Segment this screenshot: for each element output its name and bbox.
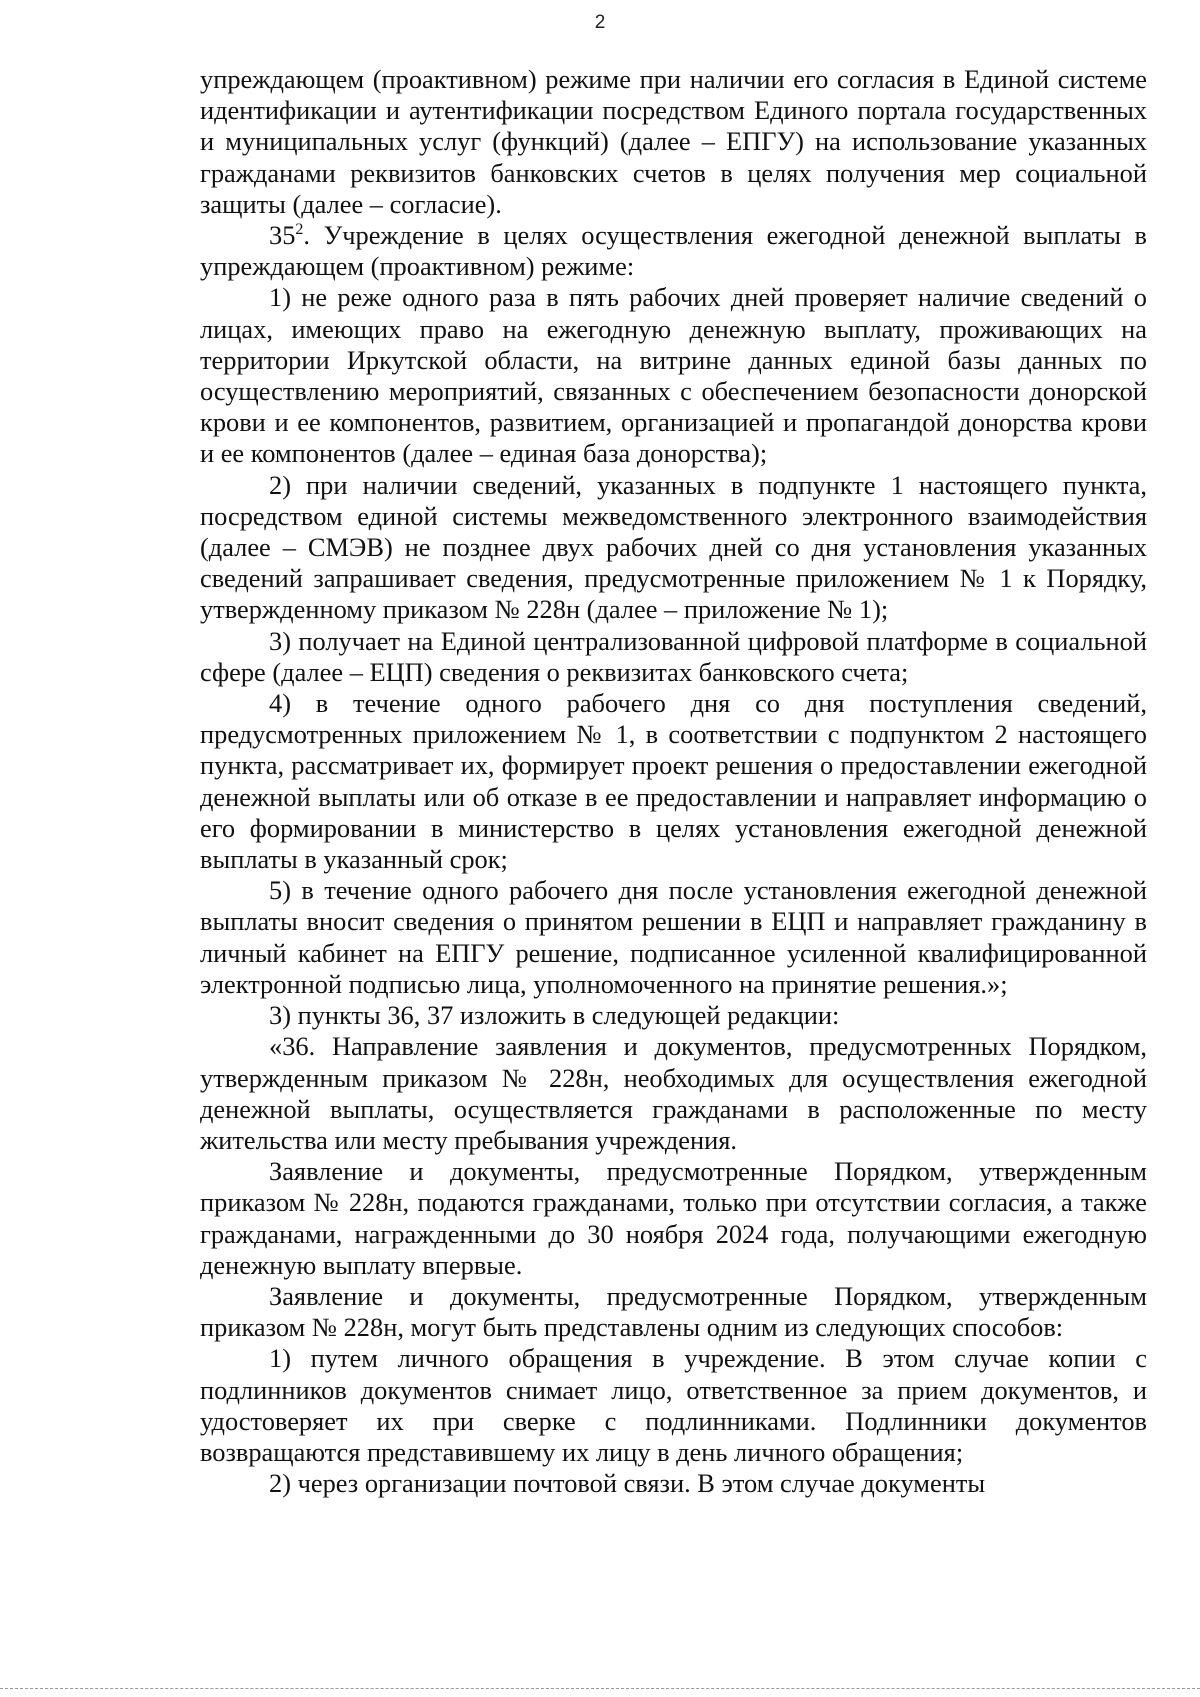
method-2: 2) через организации почтовой связи. В этом случае документы — [269, 1468, 986, 1499]
clause-superscript: 2 — [295, 221, 304, 239]
clause-text: . Учреждение в целях осуществления ежегодной денежной выплаты в упреждающем (проактивном) режиме: — [200, 220, 1147, 282]
page-number: 2 — [594, 12, 606, 33]
subitem-4: 4) в течение одного рабочего дня со дня поступления сведений, предусмотренных приложением № 1, в соответствии с подпунктом 2 настоящего пункта, рассматривает их, формирует проект решения о предоставлении ежегодной денежной выплаты или об отказе в ее предоставлении и направляет информацию о его формировании в министерство в целях установления ежегодной денежной выплаты в указанный срок; — [200, 688, 1147, 875]
paragraph-continuation: упреждающем (проактивном) режиме при наличии его согласия в Единой системе идентификации и аутентификации посредством Единого портала государственных и муниципальных услуг (функций) (далее – ЕПГУ) на использование указанных гражданами реквизитов банковских счетов в целях получения мер социальной защиты (далее – согласие). — [200, 64, 1147, 219]
subitem-3: 3) получает на Единой централизованной цифровой платформе в социальной сфере (далее – ЕЦП) сведения о реквизитах банковского счета; — [200, 625, 1147, 687]
subitem-5: 5) в течение одного рабочего дня после установления ежегодной денежной выплаты вносит сведения о принятом решении в ЕЦП и направляет гражданину в личный кабинет на ЕПГУ решение, подписанное усиленной квалифицированной электронной подписью лица, уполномоченного на принятие решения.»; — [200, 875, 1147, 999]
paragraph-36-part-2: Заявление и документы, предусмотренные Порядком, утвержденным приказом № 228н, подаются гражданами, только при отсутствии согласия, а также гражданами, награжденными до 30 ноября 2024 года, получающими ежегодную денежную выплату впервые. — [200, 1156, 1147, 1280]
paragraph-36-part-3: Заявление и документы, предусмотренные Порядком, утвержденным приказом № 228н, могут быть представлены одним из следующих способов: — [200, 1280, 1147, 1343]
scan-bottom-divider — [0, 1688, 1200, 1689]
subitem-2: 2) при наличии сведений, указанных в подпункте 1 настоящего пункта, посредством единой системы межведомственного электронного взаимодействия (далее – СМЭВ) не позднее двух рабочих дней со дня установления указанных сведений запрашивает сведения, предусмотренные приложением № 1 к Порядку, утвержденному приказом № 228н (далее – приложение № 1); — [200, 469, 1147, 625]
paragraph-36: «36. Направление заявления и документов, предусмотренных Порядком, утвержденным приказом № 228н, необходимых для осуществления ежегодной денежной выплаты, осуществляется гражданами в расположенные по месту жительства или месту пребывания учреждения. — [200, 1031, 1147, 1155]
paragraph-35-2 — [200, 220, 1147, 282]
subitem-1: 1) не реже одного раза в пять рабочих дней проверяет наличие сведений о лицах, имеющих право на ежегодную денежную выплату, проживающих на территории Иркутской области, на витрине данных единой базы данных по осуществлению мероприятий, связанных с обеспечением безопасности донорской крови и ее компонентов, развитием, организацией и пропагандой донорства крови и ее компонентов (далее – единая база донорства); — [200, 282, 1147, 469]
document-body — [200, 64, 1147, 1499]
clause-number: 35 — [269, 220, 296, 251]
amendment-item-3: 3) пункты 36, 37 изложить в следующей редакции: — [269, 1000, 840, 1031]
method-1: 1) путем личного обращения в учреждение. В этом случае копии с подлинников документов снимает лицо, ответственное за прием документов, и удостоверяет их при сверке с подлинниками. Подлинники документов возвращаются представившему их лицу в день личного обращения; — [200, 1343, 1147, 1467]
